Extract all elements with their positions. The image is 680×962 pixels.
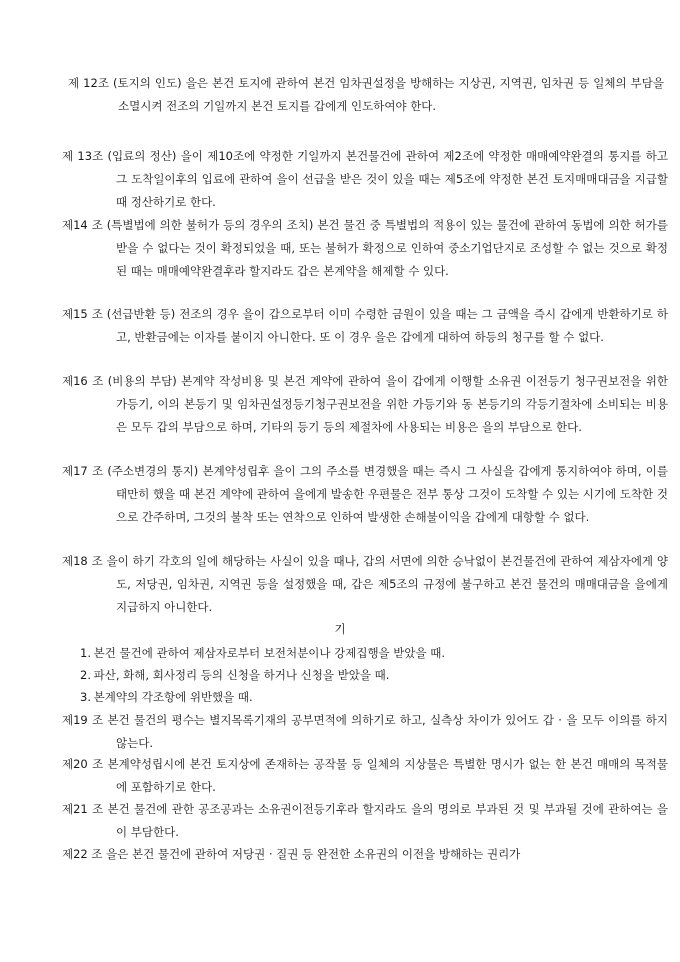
gi-heading: 기 [334, 622, 346, 636]
article-title: (주소변경의 통지) [107, 464, 199, 478]
article-number: 제14 조 [62, 218, 103, 232]
article-title: (특별법에 의한 불허가 등의 경우의 조치) [106, 218, 314, 232]
article-body: 본건 물건 중 특별법의 적용이 있는 물건에 관하여 동법에 의한 허가를 받을 수 없다는 것이 확정되었을 때, 또는 불허가 확정으로 인하여 중소기업단지로 조성할 수 없는 것으로 확정된 때는 매매예약완결후라 할지라도 갑은 본계약을 해제할 수 있다. [116, 218, 669, 278]
article-number: 제17 조 [62, 464, 104, 478]
article-15 [62, 303, 668, 349]
article-number: 제20 조 [62, 757, 104, 771]
article-18 [62, 550, 668, 618]
article-body: 본계약성립시에 본건 토지상에 존재하는 공작물 등 일체의 지상물은 특별한 명시가 없는 한 본건 매매의 목적물에 포함하기로 한다. [107, 757, 668, 794]
list-item-1 [80, 642, 610, 665]
article-title: (비용의 부담) [107, 374, 177, 388]
article-title: (선급반환 등) [106, 307, 176, 321]
article-body: 을은 본건 토지에 관하여 본건 임차권설정을 방해하는 지상권, 지역권, 임차권 등 일체의 부담을 소멸시켜 전조의 기일까지 본건 토지를 갑에게 인도하여야 한다. [118, 76, 664, 113]
list-item-number: 1. [80, 646, 91, 660]
article-number: 제18 조 [62, 554, 103, 568]
article-number: 제16 조 [62, 374, 104, 388]
article-number: 제15 조 [62, 307, 103, 321]
article-16 [62, 370, 668, 438]
article-21 [62, 798, 668, 844]
article-body: 본계약성립후 을이 그의 주소를 변경했을 때는 즉시 그 사실을 갑에게 통지하여야 하며, 이를 태만히 했을 때 본건 계약에 관하여 을에게 발송한 우편물은 전부 통상 그것이 도착할 수 있는 시기에 도착한 것으로 간주하며, 그것의 불착 또는 연착으로 인하여 발생한 손해불이익을 갑에게 대항할 수 없다. [116, 464, 668, 524]
article-number: 제 12조 [68, 76, 109, 90]
article-17 [62, 460, 668, 528]
article-body: 을이 하기 각호의 일에 해당하는 사실이 있을 때나, 갑의 서면에 의한 승낙없이 본건물건에 관하여 제삼자에게 양도, 저당권, 임차권, 지역권 등을 설정했을 때, 갑은 제5조의 규정에 불구하고 본건 물건의 매매대금을 을에게 지급하지 아니한다. [106, 554, 668, 614]
article-title: (토지의 인도) [113, 76, 182, 90]
article-body: 을은 본건 물건에 관하여 저당권 · 질권 등 완전한 소유권의 이전을 방해하는 권리가 [106, 847, 521, 861]
article-title: (입료의 정산) [107, 149, 177, 163]
article-body: 본건 물건에 관한 공조공과는 소유권이전등기후라 할지라도 을의 명의로 부과된 것 및 부과될 것에 관하여는 을이 부담한다. [107, 802, 668, 839]
article-14 [62, 214, 668, 282]
article-body: 본계약 작성비용 및 본건 계약에 관하여 을이 갑에게 이행할 소유권 이전등기 청구권보전을 위한 가등기, 이의 본등기 및 임차권설정등기청구권보전을 위한 가등기와 동 본등기의 각등기절차에 소비되는 비용은 모두 갑의 부담으로 하며, 기타의 등기 등의 제절차에 사용되는 비용은 을의 부담으로 한다. [116, 374, 668, 434]
list-item-text: 본건 물건에 관하여 제삼자로부터 보전처분이나 강제집행을 받았을 때. [93, 646, 446, 660]
list-item-number: 3. [80, 690, 91, 704]
article-19 [62, 709, 668, 755]
article-number: 제21 조 [62, 802, 104, 816]
article-22 [62, 843, 668, 866]
list-item-number: 2. [80, 668, 91, 682]
article-body: 본건 물건의 평수는 별지목록기재의 공부면적에 의하기로 하고, 실측상 차이가 있어도 갑 · 을 모두 이의를 하지 않는다. [107, 713, 668, 750]
list-item-text: 파산, 화해, 회사정리 등의 신청을 하거나 신청을 받았을 때. [93, 668, 390, 682]
article-12 [68, 72, 664, 118]
article-20 [62, 753, 668, 799]
article-number: 제22 조 [62, 847, 103, 861]
article-13 [62, 145, 668, 213]
list-item-2 [80, 664, 610, 687]
article-body: 을이 제10조에 약정한 기일까지 본건물건에 관하여 제2조에 약정한 매매예약완결의 통지를 하고 그 도착일이후의 입료에 관하여 을이 선급을 받은 것이 있을 때는 제5조에 약정한 본건 토지매매대금을 지급할 때 정산하기로 한다. [116, 149, 668, 209]
article-number: 제19 조 [62, 713, 104, 727]
list-item-3 [80, 686, 610, 709]
list-item-text: 본계약의 각조항에 위반했을 때. [93, 690, 253, 704]
article-number: 제 13조 [62, 149, 104, 163]
article-body: 전조의 경우 을이 갑으로부터 이미 수령한 금원이 있을 때는 그 금액을 즉시 갑에게 반환하기로 하고, 반환금에는 이자를 붙이지 아니한다. 또 이 경우 을은 갑에게 대하여 하등의 청구를 할 수 없다. [116, 307, 668, 344]
